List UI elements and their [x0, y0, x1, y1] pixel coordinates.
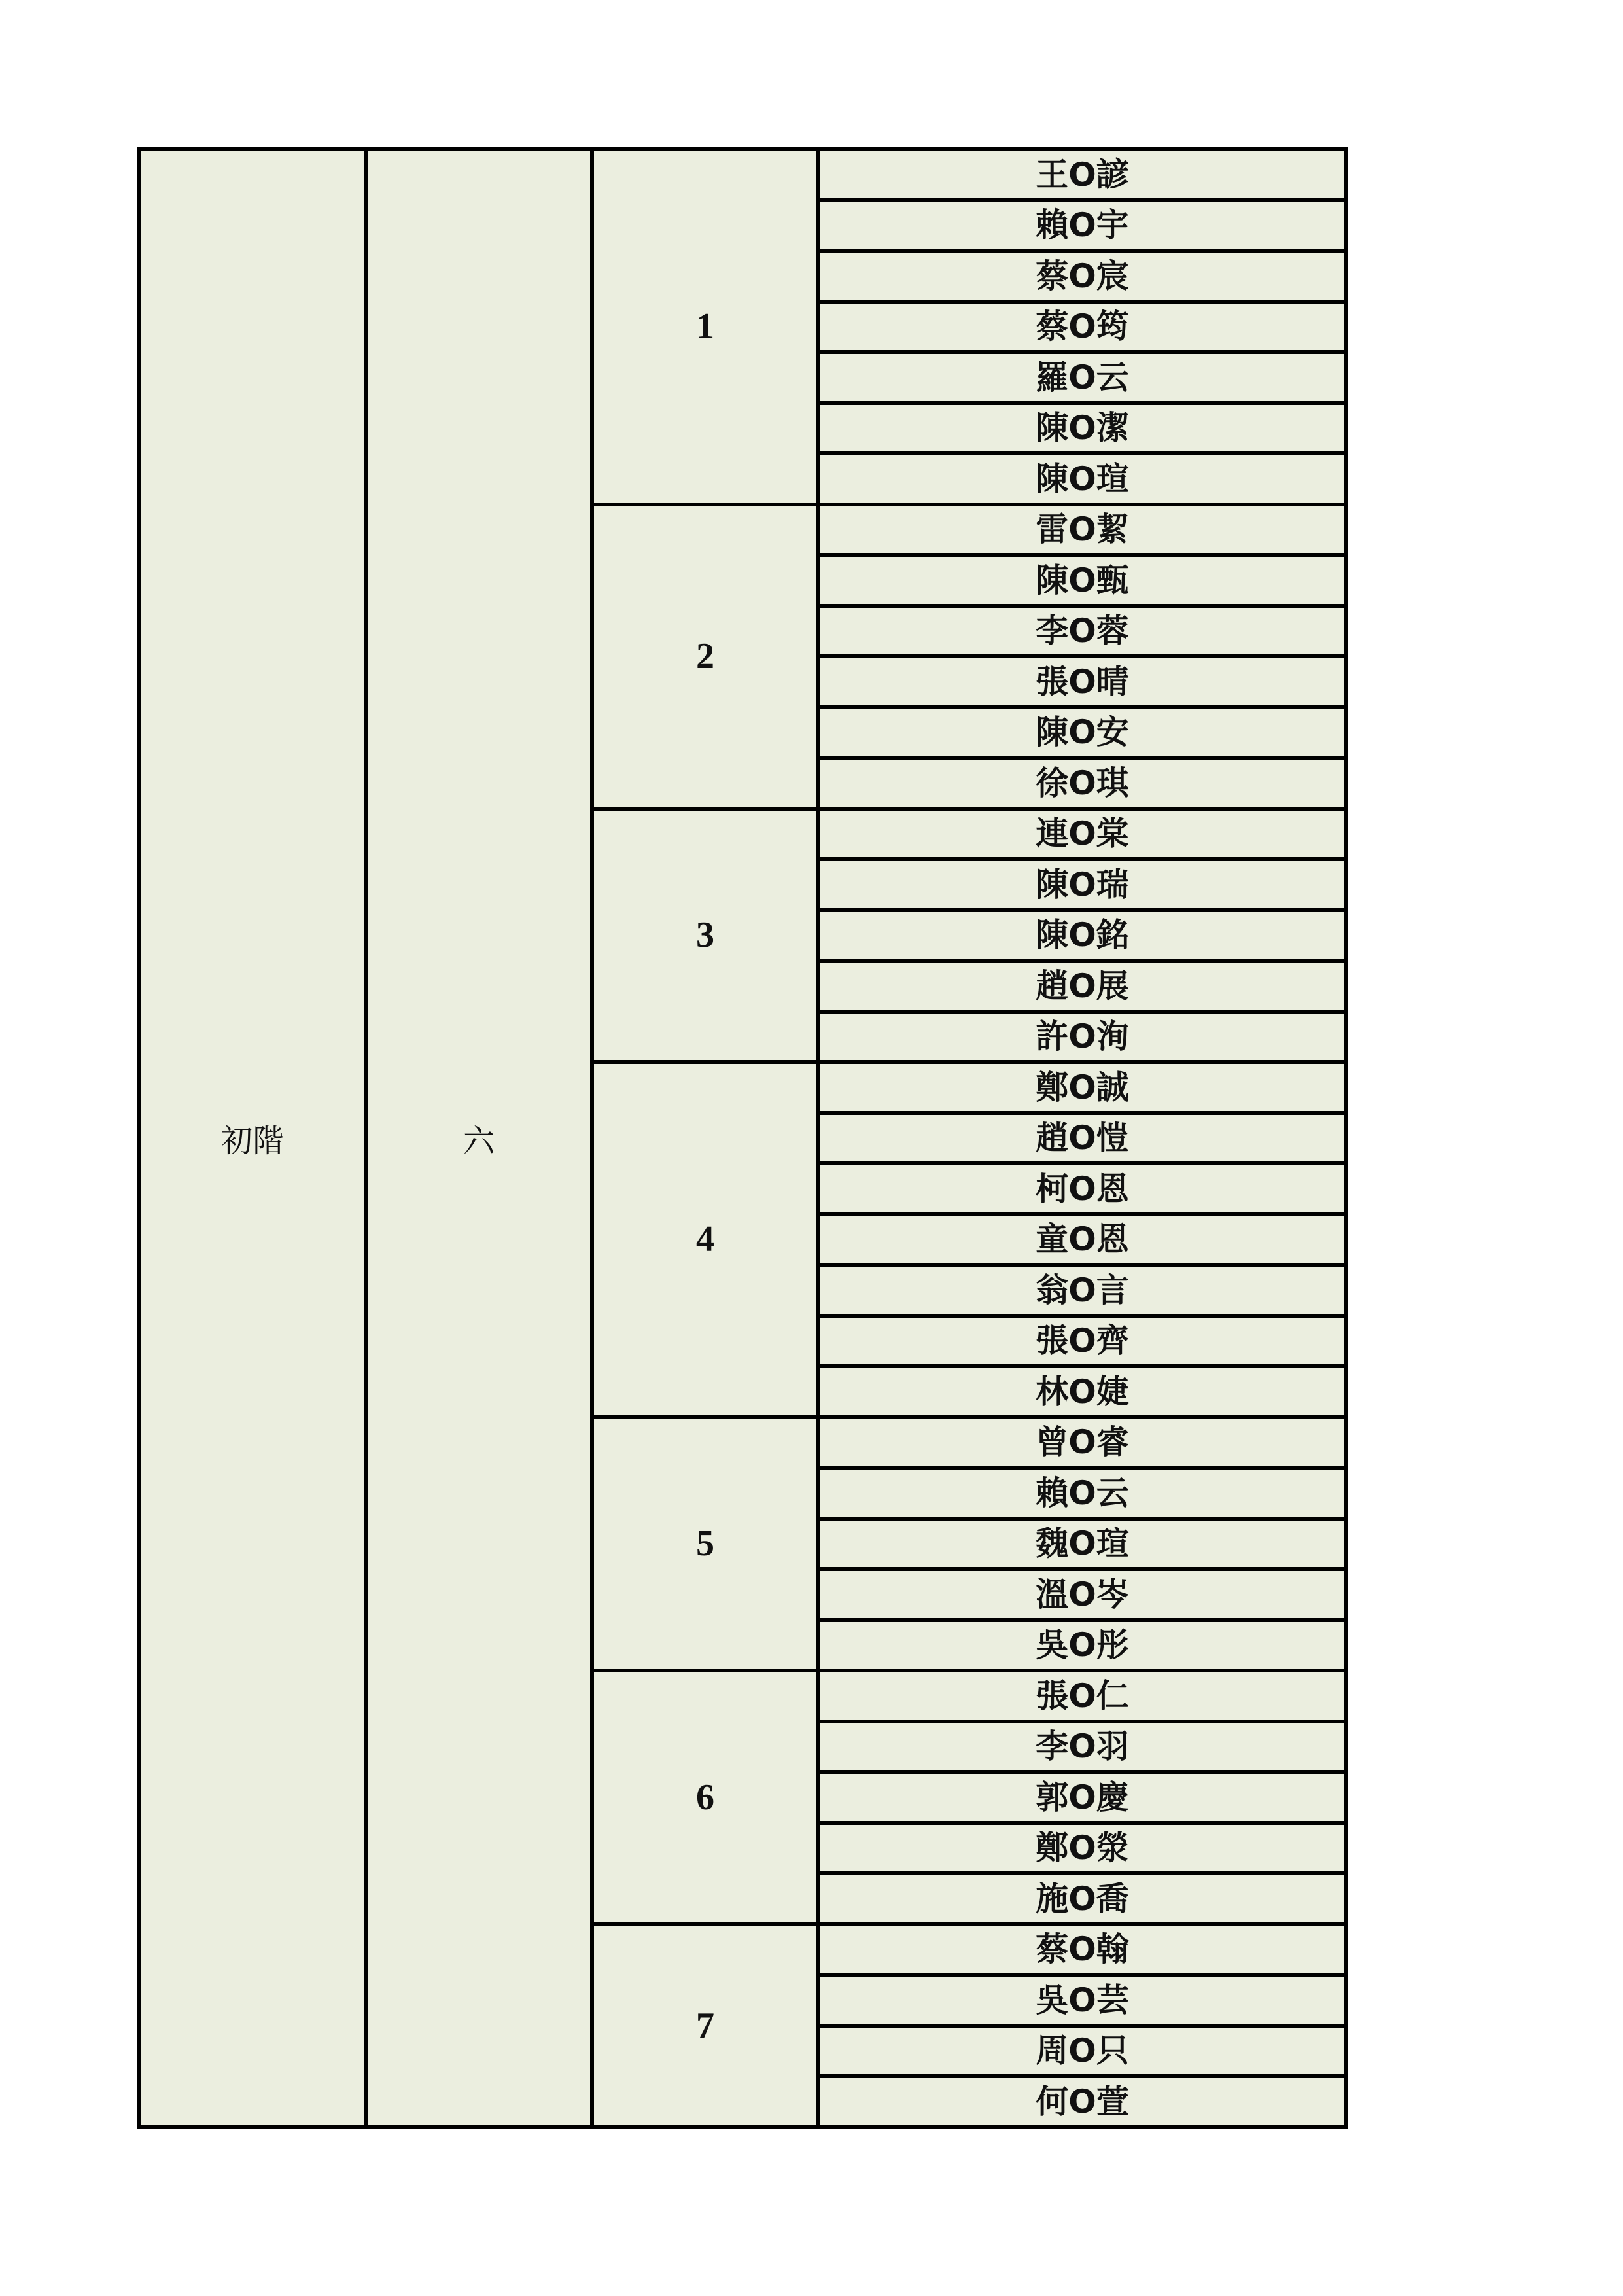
roster-table	[137, 147, 1348, 2129]
student-name-cell: 蔡O筠	[818, 302, 1346, 353]
group-number-cell: 2	[592, 504, 818, 809]
student-name-cell: 張O晴	[818, 656, 1346, 707]
student-name-cell: 郭O慶	[818, 1772, 1346, 1823]
student-name-cell: 柯O恩	[818, 1163, 1346, 1214]
roster-body	[139, 149, 1346, 2127]
student-name-cell: 賴O云	[818, 1468, 1346, 1519]
student-name-cell: 李O蓉	[818, 606, 1346, 657]
student-name-cell: 林O婕	[818, 1366, 1346, 1417]
student-name-cell: 李O羽	[818, 1722, 1346, 1773]
student-name-cell: 魏O瑄	[818, 1519, 1346, 1570]
group-number-cell: 7	[592, 1924, 818, 2127]
student-name-cell: 周O只	[818, 2026, 1346, 2077]
student-name-cell: 翁O言	[818, 1265, 1346, 1316]
student-name-cell: 何O萱	[818, 2076, 1346, 2127]
group-number-cell: 3	[592, 809, 818, 1063]
student-name-cell: 蔡O宸	[818, 251, 1346, 302]
student-name-cell: 羅O云	[818, 352, 1346, 403]
student-name-cell: 許O洵	[818, 1012, 1346, 1063]
student-name-cell: 陳O瑞	[818, 859, 1346, 910]
table-row	[139, 149, 1346, 200]
student-name-cell: 張O齊	[818, 1316, 1346, 1367]
student-name-cell: 陳O安	[818, 707, 1346, 758]
student-name-cell: 溫O岑	[818, 1569, 1346, 1620]
student-name-cell: 陳O潔	[818, 403, 1346, 454]
student-name-cell: 趙O展	[818, 961, 1346, 1012]
student-name-cell: 雷O絜	[818, 504, 1346, 556]
student-name-cell: 陳O甄	[818, 555, 1346, 606]
student-name-cell: 蔡O翰	[818, 1924, 1346, 1975]
group-number-cell: 4	[592, 1062, 818, 1417]
student-name-cell: 賴O宇	[818, 200, 1346, 251]
student-name-cell: 鄭O滎	[818, 1823, 1346, 1874]
group-number-cell: 6	[592, 1670, 818, 1924]
student-name-cell: 徐O琪	[818, 758, 1346, 809]
group-number-cell: 1	[592, 149, 818, 504]
student-name-cell: 王O諺	[818, 149, 1346, 200]
grade-cell: 六	[366, 149, 592, 2127]
student-name-cell: 施O喬	[818, 1873, 1346, 1924]
student-name-cell: 陳O銘	[818, 910, 1346, 961]
student-name-cell: 吳O芸	[818, 1975, 1346, 2026]
student-name-cell: 鄭O誠	[818, 1062, 1346, 1113]
student-name-cell: 趙O愷	[818, 1113, 1346, 1164]
student-name-cell: 曾O睿	[818, 1417, 1346, 1468]
group-number-cell: 5	[592, 1417, 818, 1671]
student-name-cell: 童O恩	[818, 1214, 1346, 1265]
student-name-cell: 張O仁	[818, 1670, 1346, 1722]
level-cell: 初階	[139, 149, 366, 2127]
student-name-cell: 陳O瑄	[818, 453, 1346, 504]
student-name-cell: 連O棠	[818, 809, 1346, 860]
student-name-cell: 吳O彤	[818, 1620, 1346, 1671]
